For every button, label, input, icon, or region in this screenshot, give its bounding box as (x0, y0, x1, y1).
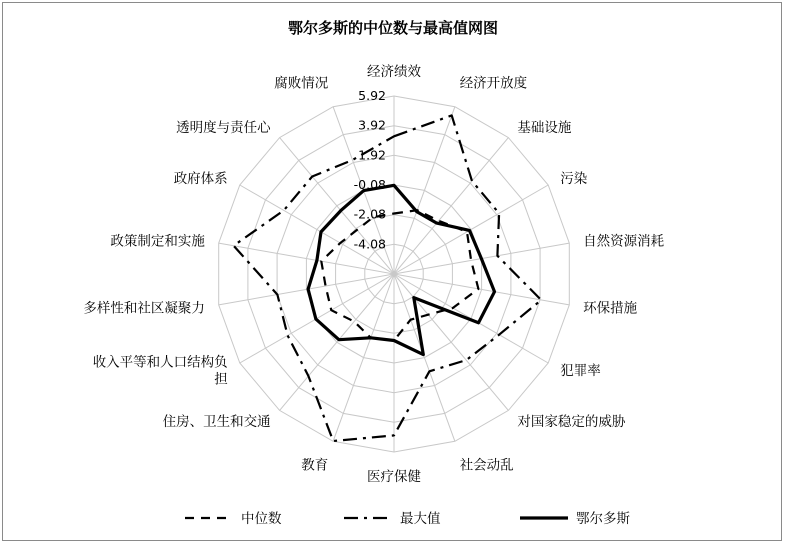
category-label: 社会动乱 (459, 457, 514, 474)
tick-label: -2.08 (353, 206, 386, 222)
category-label: 污染 (560, 171, 588, 187)
category-label: 政府体系 (173, 171, 228, 187)
legend-label: 最大值 (400, 511, 441, 527)
tick-label: 5.92 (358, 88, 386, 103)
category-label: 基础设施 (517, 119, 572, 136)
spoke-10 (333, 274, 394, 441)
category-label: 犯罪率 (560, 363, 601, 379)
legend-label: 中位数 (241, 511, 282, 527)
tick-label: -0.08 (353, 177, 386, 192)
category-label: 对国家稳定的威胁 (517, 414, 626, 431)
tick-label: 1.92 (358, 147, 386, 163)
legend-label: 鄂尔多斯 (576, 511, 630, 527)
tick-label: 3.92 (358, 117, 386, 133)
category-label: 自然资源消耗 (583, 233, 665, 250)
category-label: 环保措施 (583, 300, 638, 317)
chart-title: 鄂尔多斯的中位数与最高值网图 (287, 19, 499, 37)
category-label: 住房、卫生和交通 (162, 414, 271, 431)
category-label: 腐败情况 (274, 75, 329, 92)
spoke-1 (394, 107, 455, 274)
category-label: 医疗保健 (367, 469, 421, 485)
category-label: 收入平等和人口结构负担 (92, 354, 228, 388)
category-label: 教育 (301, 457, 329, 474)
tick-label: -4.08 (353, 236, 386, 252)
category-label: 经济绩效 (367, 64, 421, 80)
spoke-8 (394, 274, 455, 441)
category-label: 经济开放度 (459, 75, 528, 92)
category-label: 政策制定和实施 (110, 233, 205, 250)
category-label: 透明度与责任心 (176, 119, 271, 136)
legend (185, 510, 630, 527)
category-label: 多样性和社区凝聚力 (83, 300, 205, 317)
